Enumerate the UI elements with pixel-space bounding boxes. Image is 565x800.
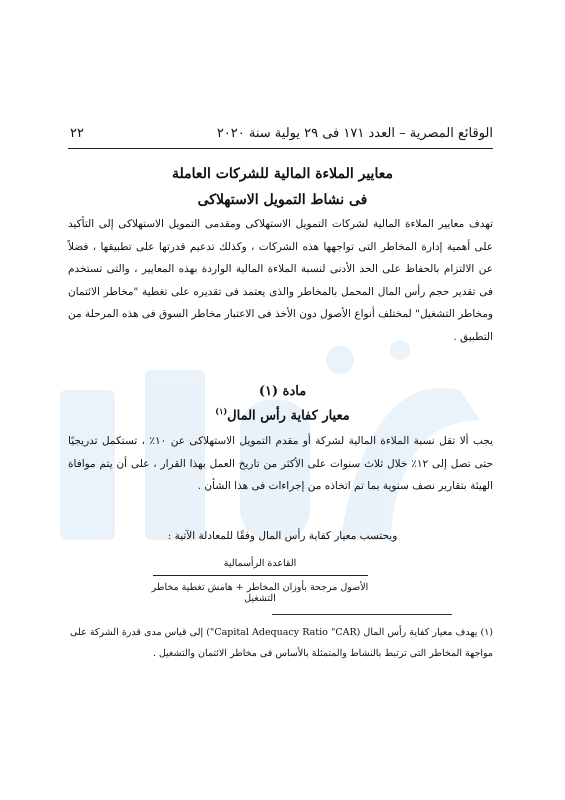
formula-intro: ويحتسب معيار كفاية رأس المال وفقًا للمعادلة الآتية : [167, 530, 398, 542]
article-subheading-text: معيار كفاية رأس المال [227, 408, 350, 424]
article-subheading [0, 406, 565, 423]
footnote-ref: (١) [215, 406, 228, 416]
footnote-divider [272, 614, 452, 615]
gazette-title: الوقائع المصرية – العدد ١٧١ فى ٢٩ يولية سنة ٢٠٢٠ [216, 126, 493, 141]
page-header [70, 126, 493, 141]
intro-paragraph: تهدف معايير الملاءة المالية لشركات التمويل الاستهلاكى ومقدمى التمويل الاستهلاكى إلى التأكيد على أهمية إدارة المخاطر التى تواجهها هذه الشركات ، وكذلك تدعيم قدرتها على تطبيقها ، فضلاً عن الالتزام بالحفاظ على الحد الأدنى لنسبة الملاءة المالية الواردة بهذه المعايير ، والتى تستخدم فى تقدير حجم رأس المال المحمل بالمخاطر والذى يعتمد فى تقديره على تغطية "مخاطر الائتمان ومخاطر التشغيل" لمختلف أنواع الأصول دون الأخذ فى الاعتبار مخاطر السوق فى هذه المرحلة من التطبيق . [68, 218, 493, 343]
article-heading: مادة (١) [258, 384, 307, 399]
header-divider [68, 148, 493, 149]
doc-title-line2: فى نشاط التمويل الاستهلاكى [197, 192, 368, 208]
formula-denominator: الأصول مرجحة بأوزان المخاطر + هامش تغطية مخاطر التشغيل [151, 582, 369, 604]
formula [140, 558, 380, 604]
page-number: ٢٢ [70, 126, 84, 141]
formula-numerator: القاعدة الرأسمالية [223, 558, 297, 569]
footnote: (١) يهدف معيار كفاية رأس المال (Capital Adequacy Ratio "CAR") إلى قياس مدى قدرة الشركة على مواجهة المخاطر التى ترتبط بالنشاط والمتمثلة بالأساس فى مخاطر الائتمان والتشغيل . [70, 627, 494, 659]
doc-title-line1: معايير الملاءة المالية للشركات العاملة [172, 166, 393, 182]
article-body: يجب ألا تقل نسبة الملاءة المالية لشركة أو مقدم التمويل الاستهلاكى عن ١٠٪ ، تستكمل تدريجيًا حتى تصل إلى ١٢٪ خلال ثلاث سنوات على الأكثر من تاريخ العمل بهذا القرار ، على أن يتم موافاة الهيئة بتقارير نصف سنوية بما تم اتخاذه من إجراءات فى هذا الشأن . [68, 435, 493, 492]
